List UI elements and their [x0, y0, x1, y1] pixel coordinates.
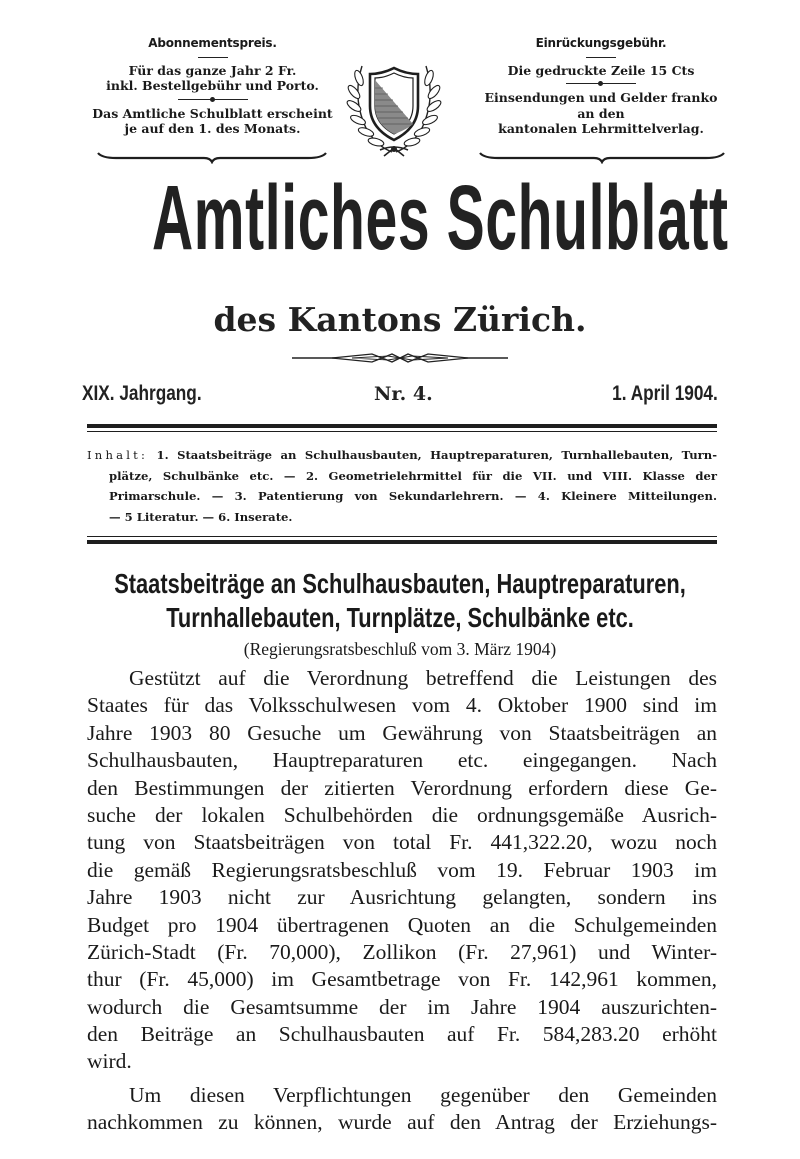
- article-subheading: (Regierungsratsbeschluß vom 3. März 1904): [243, 639, 557, 659]
- dot-ornament: [178, 96, 248, 103]
- volume-label: XIX. Jahrgang.: [82, 382, 202, 405]
- advertising-info: [466, 36, 736, 136]
- body-line: Jahre 1903 80 Gesuche um Gewährung von Staatsbeiträgen an: [87, 720, 717, 745]
- contents-label: Inhalt:: [87, 448, 149, 462]
- submission-recipient: kantonalen Lehrmittelverlag.: [498, 120, 704, 136]
- brace-ornament-left: [96, 150, 328, 164]
- coat-of-arms-icon: [344, 58, 444, 160]
- decorative-flourish-icon: [292, 351, 508, 365]
- publication-title: Amtliches Schulblatt: [152, 167, 729, 269]
- body-line: die gemäß Regierungsratsbeschluß vom 19. Februar 1903 im: [87, 857, 717, 882]
- advertising-rate: Die gedruckte Zeile 15 Cts: [507, 63, 695, 79]
- contents-line: — 5 Literatur. — 6. Inserate.: [109, 509, 293, 524]
- body-line: nachkommen zu können, wurde auf den Antrag der Erziehungs-: [87, 1110, 717, 1135]
- body-line: Staates für das Volksschulwesen vom 4. Oktober 1900 sind im: [87, 693, 717, 718]
- subscription-price: Für das ganze Jahr 2 Fr.: [128, 63, 297, 79]
- body-line: Schulhausbauten, Hauptreparaturen etc. eingegangen. Nach: [87, 748, 717, 773]
- issue-number: Nr. 4.: [374, 383, 433, 405]
- body-line: Um diesen Verpflichtungen gegenüber den Gemeinden: [129, 1082, 717, 1107]
- body-line: den Bestimmungen der zitierten Verordnung erfordern diese Ge-: [87, 775, 717, 800]
- publication-schedule: je auf den 1. des Monats.: [124, 120, 301, 136]
- body-line: thur (Fr. 45,000) im Gesamtbetrage von Fr. 142,961 kommen,: [87, 967, 717, 992]
- contents-line: plätze, Schulbänke etc. — 2. Geometrielehrmittel für die VII. und VIII. Klasse der: [109, 468, 717, 483]
- subscription-heading: Abonnementspreis.: [148, 36, 277, 50]
- body-line: Budget pro 1904 übertragenen Quoten an die Schulgemeinden: [87, 912, 717, 937]
- brace-ornament-right: [478, 150, 726, 164]
- divider: [198, 57, 228, 59]
- double-rule-top-thick: [87, 424, 717, 428]
- double-rule-top-thin: [87, 431, 717, 432]
- advertising-heading: Einrückungsgebühr.: [535, 36, 667, 50]
- body-line: den Beiträge an Schulhausbauten auf Fr. 584,283.20 erhöht: [87, 1022, 717, 1047]
- submission-note: Einsendungen und Gelder franko: [484, 90, 718, 106]
- article-body: [87, 665, 717, 1137]
- subscription-info: [90, 36, 335, 136]
- dot-ornament: [566, 80, 636, 87]
- body-line: Jahre 1903 nicht zur Ausrichtung gelangten, sondern ins: [87, 885, 717, 910]
- subscription-fees: inkl. Bestellgebühr und Porto.: [106, 78, 319, 94]
- body-line: tung von Staatsbeiträgen von total Fr. 441,322.20, wozu noch: [87, 830, 717, 855]
- contents-line: Primarschule. — 3. Patentierung von Sekundarlehrern. — 4. Kleinere Mitteilungen.: [109, 489, 717, 503]
- contents-line: 1. Staatsbeiträge an Schulhausbauten, Hauptreparaturen, Turnhallebauten, Turn-: [156, 448, 718, 462]
- article-heading-line-2: Turnhallebauten, Turnplätze, Schulbänke etc.: [166, 602, 634, 633]
- body-line: Gestützt auf die Verordnung betreffend die Leistungen des: [129, 666, 717, 690]
- issue-date: 1. April 1904.: [612, 382, 718, 405]
- double-rule-bottom-thin: [87, 536, 717, 537]
- body-line: wodurch die Gesamtsumme der im Jahre 1904 auszurichten-: [87, 994, 717, 1019]
- publication-subtitle: des Kantons Zürich.: [213, 300, 587, 339]
- publication-note: Das Amtliche Schulblatt erscheint: [92, 105, 333, 121]
- body-line: wird.: [87, 1049, 132, 1074]
- table-of-contents: [87, 445, 717, 527]
- body-line: suche der lokalen Schulbehörden die ordnungsgemäße Ausrich-: [87, 802, 717, 827]
- article-heading-line-1: Staatsbeiträge an Schulhausbauten, Hauptreparaturen,: [114, 568, 686, 599]
- body-line: Zürich-Stadt (Fr. 70,000), Zollikon (Fr. 27,961) und Winter-: [87, 939, 717, 964]
- divider: [586, 57, 616, 59]
- submission-note-2: an den: [577, 105, 625, 121]
- double-rule-bottom-thick: [87, 540, 717, 544]
